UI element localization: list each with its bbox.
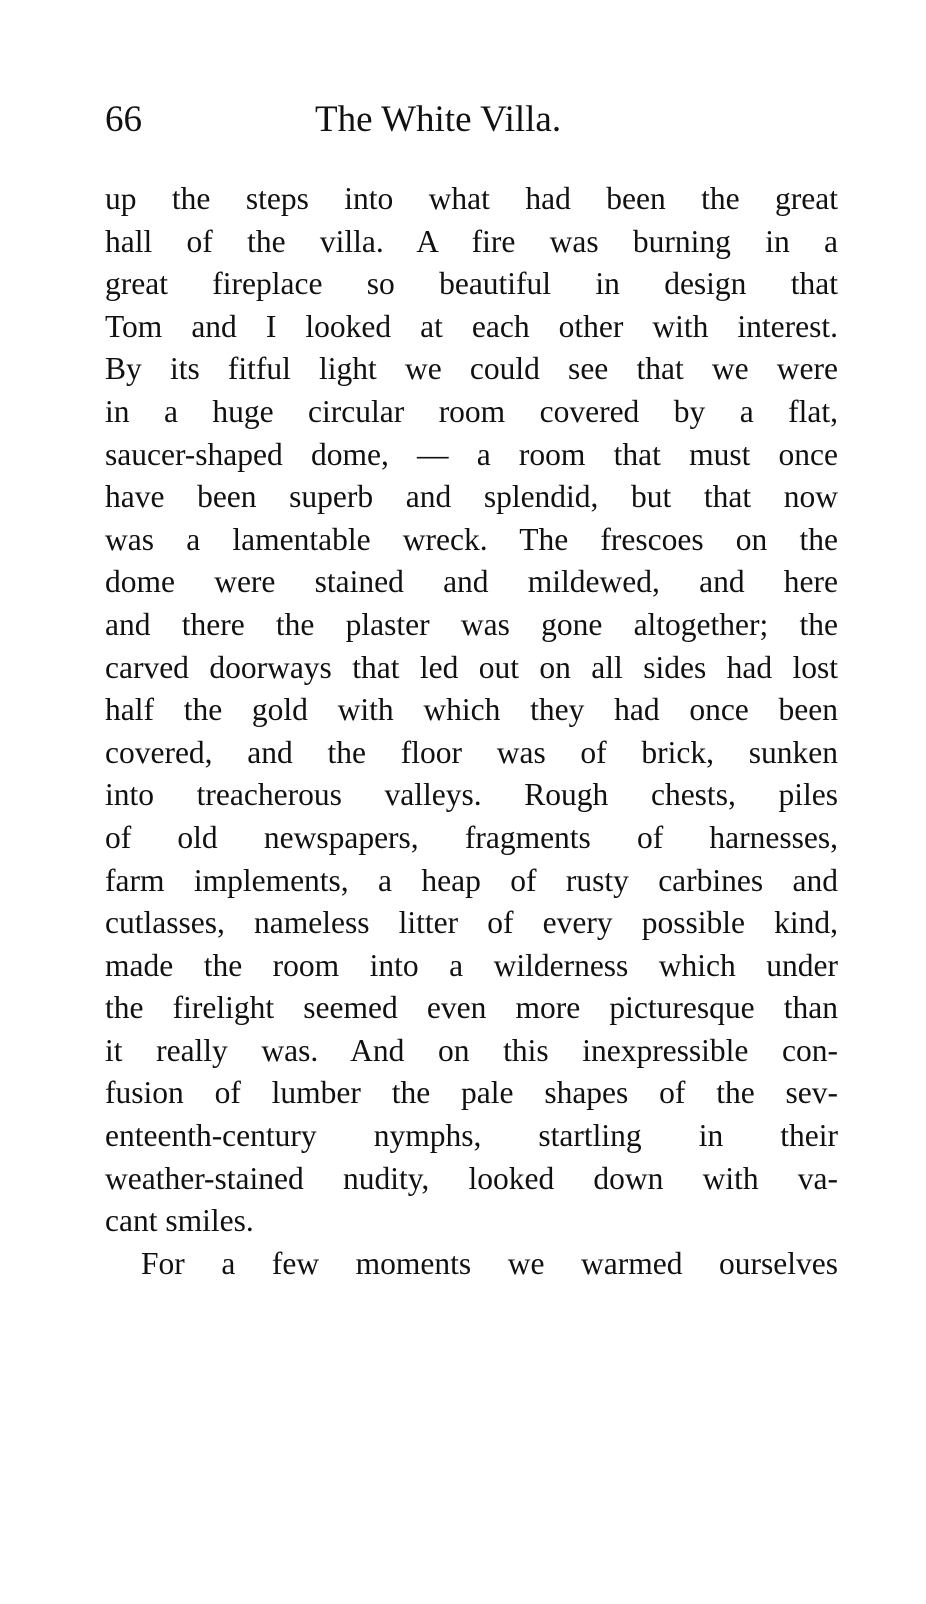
text-line: was a lamentable wreck. The frescoes on the (105, 521, 838, 557)
text-line: dome were stained and mildewed, and here (105, 564, 838, 600)
running-header (105, 98, 838, 148)
text-line: weather-stained nudity, looked down with va- (105, 1160, 838, 1196)
text-line: carved doorways that led out on all sides had lost (105, 649, 838, 685)
text-line: the firelight seemed even more picturesque than (105, 990, 838, 1026)
text-line: enteenth-century nymphs, startling in their (105, 1118, 838, 1154)
text-line: covered, and the floor was of brick, sunken (105, 734, 838, 770)
text-line: For a few moments we warmed ourselves (141, 1245, 838, 1281)
text-line: into treacherous valleys. Rough chests, piles (105, 777, 838, 813)
text-line: and there the plaster was gone altogether; the (105, 606, 838, 642)
body-text (105, 178, 838, 1285)
text-line: hall of the villa. A fire was burning in a (105, 223, 838, 259)
text-line: up the steps into what had been the great (105, 181, 838, 216)
text-line: made the room into a wilderness which under (105, 947, 838, 983)
text-line: By its fitful light we could see that we were (105, 351, 838, 387)
text-line: Tom and I looked at each other with interest. (105, 308, 838, 344)
text-line: of old newspapers, fragments of harnesses, (105, 819, 838, 855)
text-line: have been superb and splendid, but that now (105, 479, 838, 515)
text-line: farm implements, a heap of rusty carbines and (105, 862, 838, 898)
text-line: saucer-shaped dome, — a room that must once (105, 436, 838, 472)
text-line: in a huge circular room covered by a flat, (105, 393, 838, 429)
text-line: great fireplace so beautiful in design that (105, 266, 838, 302)
page-number: 66 (105, 99, 142, 140)
text-line: half the gold with which they had once been (105, 692, 838, 728)
running-title: The White Villa. (315, 99, 562, 140)
text-line: fusion of lumber the pale shapes of the sev- (105, 1075, 838, 1111)
text-line: cutlasses, nameless litter of every possible kind, (105, 905, 838, 941)
text-line: it really was. And on this inexpressible con- (105, 1032, 838, 1068)
text-line: cant smiles. (105, 1203, 254, 1239)
